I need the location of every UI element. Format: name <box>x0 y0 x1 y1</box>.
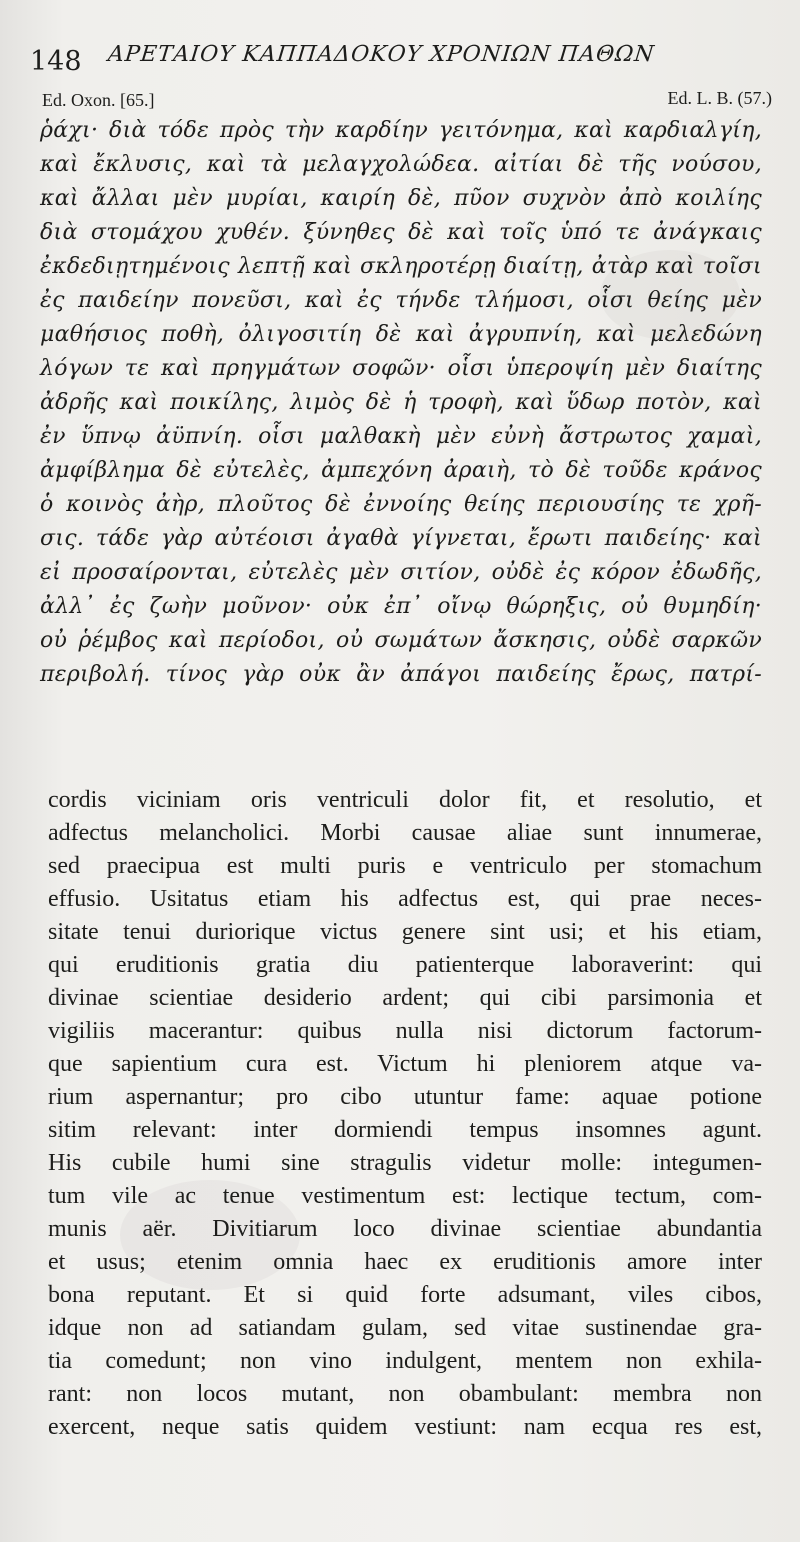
greek-text-line: καὶ ἔκλυσις, καὶ τὰ μελαγχολώδεα. αἰτίαι δὲ τῆς νούσου, <box>40 152 762 177</box>
greek-text-line: εἰ προσαίρονται, εὐτελὲς μὲν σιτίον, οὐδὲ ἐς κόρον ἐδωδῆς, <box>40 560 762 585</box>
latin-text-line: divinae scientiae desiderio ardent; qui cibi parsimonia et <box>48 985 762 1011</box>
running-title: ΑΡΕΤΑΙΟΥ ΚΑΠΠΑΔΟΚΟΥ ΧΡΟΝΙΩΝ ΠΑΘΩΝ <box>106 42 656 67</box>
greek-text-line: ἀμφίβλημα δὲ εὐτελὲς, ἀμπεχόνη ἀραιὴ, τὸ δὲ τοῦδε κράνος <box>40 458 762 483</box>
greek-text-line: ἀλλ᾽ ἐς ζωὴν μοῦνον· οὐκ ἐπ᾽ οἴνῳ θώρηξις, οὐ θυμηδίη· <box>40 594 762 619</box>
greek-text-line: ἐκδεδιῃτημένοις λεπτῇ καὶ σκληροτέρῃ διαίτῃ, ἀτὰρ καὶ τοῖσι <box>40 254 762 279</box>
greek-text-line: σις. τάδε γὰρ αὐτέοισι ἀγαθὰ γίγνεται, ἔρωτι παιδείης· καὶ <box>40 526 762 551</box>
greek-text-line: ἐς παιδείην πονεῦσι, καὶ ἐς τήνδε τλήμοσι, οἷσι θείης μὲν <box>40 288 762 313</box>
latin-text-line: sitim relevant: inter dormiendi tempus insomnes agunt. <box>48 1117 762 1143</box>
latin-text-line: vigiliis macerantur: quibus nulla nisi dictorum factorum- <box>48 1018 762 1044</box>
latin-text-line: et usus; etenim omnia haec ex eruditionis amore inter <box>48 1249 762 1275</box>
greek-text-line: ὁ κοινὸς ἀὴρ, πλοῦτος δὲ ἐννοίης θείης περιουσίης τε χρῆ- <box>40 492 762 517</box>
latin-text-line: bona reputant. Et si quid forte adsumant, viles cibos, <box>48 1282 762 1308</box>
edition-reference-left: Ed. Oxon. [65.] <box>42 90 155 110</box>
latin-text-line: que sapientium cura est. Victum hi pleniorem atque va- <box>48 1051 762 1077</box>
latin-text-line: munis aër. Divitiarum loco divinae scientiae abundantia <box>48 1216 762 1242</box>
greek-text-line: μαθήσιος ποθὴ, ὀλιγοσιτίη δὲ καὶ ἀγρυπνίη, καὶ μελεδώνη <box>40 322 762 347</box>
greek-text-line: λόγων τε καὶ πρηγμάτων σοφῶν· οἷσι ὑπεροψίη μὲν διαίτης <box>40 356 762 381</box>
latin-text-line: sitate tenui duriorique victus genere sint usi; et his etiam, <box>48 919 762 945</box>
latin-text-line: tia comedunt; non vino indulgent, mentem non exhila- <box>48 1348 762 1374</box>
greek-text-line: ἐν ὕπνῳ ἀϋπνίη. οἷσι μαλθακὴ μὲν εὐνὴ ἄστρωτος χαμαὶ, <box>40 424 762 449</box>
edition-reference-right: Ed. L. B. (57.) <box>667 88 772 108</box>
page-header <box>30 42 770 82</box>
greek-text-line: ἀδρῆς καὶ ποικίλης, λιμὸς δὲ ἡ τροφὴ, καὶ ὕδωρ ποτὸν, καὶ <box>40 390 762 415</box>
latin-text-line: exercent, neque satis quidem vestiunt: nam ecqua res est, <box>48 1414 762 1440</box>
page-number: 148 <box>30 46 82 77</box>
latin-text-line: His cubile humi sine stragulis videtur molle: integumen- <box>48 1150 762 1176</box>
latin-text-line: qui eruditionis gratia diu patienterque laboraverint: qui <box>48 952 762 978</box>
greek-text-block <box>40 114 762 692</box>
latin-text-line: sed praecipua est multi puris e ventriculo per stomachum <box>48 853 762 879</box>
latin-text-line: effusio. Usitatus etiam his adfectus est, qui prae neces- <box>48 886 762 912</box>
greek-text-line: διὰ στομάχου χυθέν. ξύνηθες δὲ καὶ τοῖς ὑπό τε ἀνάγκαις <box>40 220 762 245</box>
greek-text-line: ῥάχι· διὰ τόδε πρὸς τὴν καρδίην γειτόνημα, καὶ καρδιαλγίη, <box>40 118 762 143</box>
latin-text-line: rium aspernantur; pro cibo utuntur fame: aquae potione <box>48 1084 762 1110</box>
greek-text-line: περιβολή. τίνος γὰρ οὐκ ἂν ἀπάγοι παιδείης ἔρως, πατρί- <box>40 662 762 687</box>
latin-text-line: cordis viciniam oris ventriculi dolor fit, et resolutio, et <box>48 787 762 813</box>
latin-text-line: idque non ad satiandam gulam, sed vitae sustinendae gra- <box>48 1315 762 1341</box>
greek-text-line: οὐ ῥέμβος καὶ περίοδοι, οὐ σωμάτων ἄσκησις, οὐδὲ σαρκῶν <box>40 628 762 653</box>
latin-text-line: tum vile ac tenue vestimentum est: lectique tectum, com- <box>48 1183 762 1209</box>
greek-text-line: καὶ ἄλλαι μὲν μυρίαι, καιρίη δὲ, πῦον συχνὸν ἀπὸ κοιλίης <box>40 186 762 211</box>
latin-translation-block <box>48 784 762 1444</box>
latin-text-line: rant: non locos mutant, non obambulant: membra non <box>48 1381 762 1407</box>
latin-text-line: adfectus melancholici. Morbi causae aliae sunt innumerae, <box>48 820 762 846</box>
